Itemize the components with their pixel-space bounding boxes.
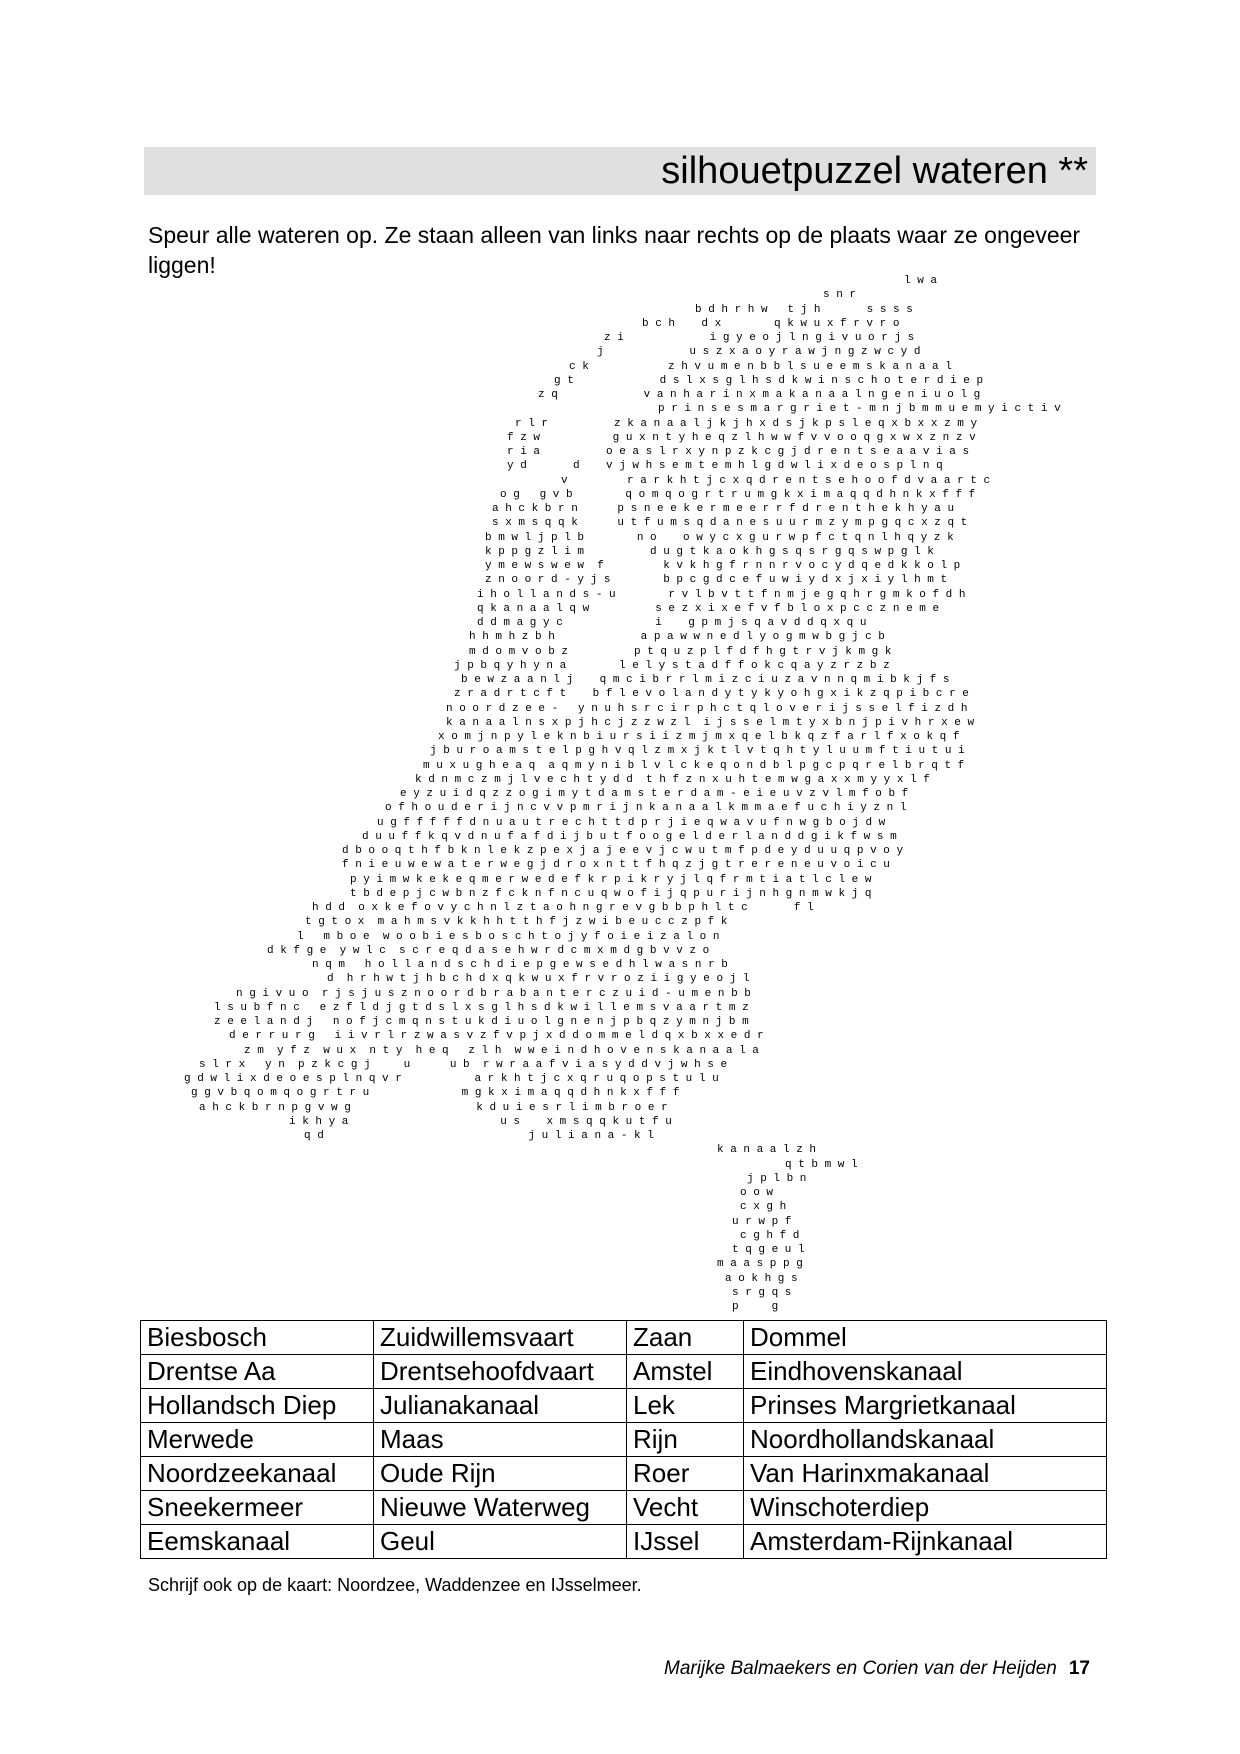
puzzle-row: g t d s l x s g l h s d k w i n s c h o t e r d i e p: [554, 374, 984, 387]
puzzle-row: j p l b n: [747, 1172, 807, 1185]
puzzle-row: v r a r k h t j c x q d r e n t s e h o o f d v a a r t c: [561, 474, 991, 487]
word-cell: Nieuwe Waterweg: [374, 1491, 627, 1525]
puzzle-row: t g t o x m a h m s v k k h h t t h f j z w i b e u c c z p f k: [305, 916, 728, 929]
word-cell: Sneekermeer: [141, 1491, 374, 1525]
word-cell: Hollandsch Diep: [141, 1389, 374, 1423]
word-cell: Amsterdam-Rijnkanaal: [744, 1525, 1107, 1559]
puzzle-row: n q m h o l l a n d s c h d i e p g e w s e d h l w a s n r b: [312, 959, 728, 971]
puzzle-row: y d d v j w h s e m t e m h l g d w l i x d e o s p l n q: [507, 460, 943, 473]
word-cell: Merwede: [141, 1423, 374, 1457]
puzzle-row: q d j u l i a n a - k l: [304, 1130, 654, 1142]
table-row: [141, 1423, 1107, 1457]
puzzle-row: b m w l j p l b n o o w y c x g u r w p f c t q n l h q y z k: [485, 531, 954, 544]
puzzle-row: d b o o q t h f b k n l e k z p e x j a j e e v j c w u t m f p d e y d u u q p v o y: [342, 845, 904, 857]
title-bar: [144, 147, 1096, 195]
puzzle-row: k d n m c z m j l v e c h t y d d t h f z n x u h t e m w g a x x m y y x l f: [415, 773, 930, 786]
puzzle-row: f n i e u w e w a t e r w e g j d r o x n t t f h q z j g t r e r e n e u v o i c u: [342, 859, 890, 872]
table-row: [141, 1491, 1107, 1525]
word-cell: Zuidwillemsvaart: [374, 1321, 627, 1355]
puzzle-row: i k h y a u s x m s q q k u t f u: [289, 1115, 672, 1128]
puzzle-row: g d w l i x d e o e s p l n q v r a r k h t j c x q r u q o p s t u l u: [184, 1073, 719, 1085]
puzzle-row: a h c k b r n p s n e e k e r m e e r r f d r e n t h e k h y a u: [492, 503, 955, 515]
puzzle-row: d e r r u r g i i v r l r z w a s v z f v p j x d d o m m e l d q x b x x e d r: [229, 1030, 764, 1043]
word-cell: Dommel: [744, 1321, 1107, 1355]
word-cell: Eemskanaal: [141, 1525, 374, 1559]
puzzle-row: u g f f f f f d n u a u t r e c h t t d p r j i e q w a v u f n w g b o j d w: [377, 816, 886, 829]
puzzle-row: s r g q s: [732, 1286, 792, 1299]
word-cell: Drentse Aa: [141, 1355, 374, 1389]
puzzle-row: z m y f z w u x n t y h e q z l h w w e i n d h o v e n s k a n a a l a: [244, 1044, 759, 1057]
puzzle-row: x o m j n p y l e k n b i u r s i i z m j m x q e l b k q z f a r l f x o k q f: [438, 731, 960, 743]
puzzle-row: n g i v u o r j s j u s z n o o r d b r a b a n t e r c z u i d - u m e n b b: [236, 987, 751, 1000]
puzzle-row: n o o r d z e e - y n u h s r c i r p h c t q l o v e r i j s s e l f i z d h: [446, 702, 968, 715]
puzzle-row: k a n a a l z h: [717, 1144, 817, 1157]
table-row: [141, 1321, 1107, 1355]
word-cell: Noordzeekanaal: [141, 1457, 374, 1491]
puzzle-row: r l r z k a n a a l j k j h x d s j k p s l e q x b x x z m y: [515, 417, 978, 430]
word-cell: IJssel: [627, 1525, 744, 1559]
puzzle-row: j u s z x a o y r a w j n g z w c y d: [597, 346, 921, 359]
puzzle-row: k p p g z l i m d u g t k a o k h g s q s r g q s w p g l k: [485, 545, 934, 558]
word-cell: Oude Rijn: [374, 1457, 627, 1491]
puzzle-row: d k f g e y w l c s c r e q d a s e h w r d c m x m d g b v v z o: [267, 944, 710, 957]
word-cell: Noordhollandskanaal: [744, 1423, 1107, 1457]
table-row: [141, 1355, 1107, 1389]
instruction-text: Speur alle wateren op. Ze staan alleen van links naar rechts op de plaats waar ze ongeveer liggen!: [148, 222, 1081, 278]
puzzle-row: q t b m w l: [785, 1158, 858, 1171]
puzzle-row: z r a d r t c f t b f l e v o l a n d y t y k y o h g x i k z q p i b c r e: [454, 688, 969, 701]
table-row: [141, 1525, 1107, 1559]
puzzle-row: o o w: [740, 1187, 774, 1199]
puzzle-row: u r w p f: [732, 1215, 792, 1228]
word-cell: Amstel: [627, 1355, 744, 1389]
word-list-table: [140, 1320, 1107, 1559]
puzzle-row: k a n a a l n s x p j h c j z z w z l i j s s e l m t y x b n j p i v h r x e w: [446, 716, 975, 729]
puzzle-row: b e w z a a n l j q m c i b r r l m i z c i u z a v n n q m i b k j f s: [461, 674, 950, 686]
puzzle-row: q k a n a a l q w s e z x i x e f v f b l o x p c c z n e m e: [477, 602, 940, 615]
puzzle-row: l s u b f n c e z f l d j g t d s l x s g l h s d k w i l l e m s v a a r t m z: [214, 1001, 749, 1014]
word-cell: Roer: [627, 1457, 744, 1491]
puzzle-row: l m b o e w o o b i e s b o s c h t o j y f o i e i z a l o n: [297, 930, 720, 943]
puzzle-row: m u x u g h e a q a q m y n i b l v l c k e q o n d b l p g c p q r e l b r q t f: [423, 759, 965, 772]
word-cell: Van Harinxmakanaal: [744, 1457, 1107, 1491]
table-row: [141, 1389, 1107, 1423]
puzzle-row: z n o o r d - y j s b p c g d c e f u w i y d x j x i y l h m t: [485, 574, 948, 587]
puzzle-row: r i a o e a s l r x y n p z k c g j d r e n t s e a a v i a s: [507, 446, 970, 458]
table-row: [141, 1457, 1107, 1491]
letter-puzzle-map: [0, 274, 1240, 1313]
word-cell: Lek: [627, 1389, 744, 1423]
word-cell: Vecht: [627, 1491, 744, 1525]
puzzle-row: e y z u i d q z z o g i m y t d a m s t e r d a m - e i e u v z v l m f o b f: [400, 788, 909, 800]
puzzle-row: d d m a g y c i g p m j s q a v d d q x q u: [477, 617, 867, 629]
puzzle-row: m d o m v o b z p t q u z p l f d f h g t r v j k m g k: [469, 645, 892, 658]
word-cell: Geul: [374, 1525, 627, 1559]
puzzle-row: s x m s q q k u t f u m s q d a n e s u u r m z y m p g q c x z q t: [492, 517, 968, 530]
puzzle-row: t q g e u l: [732, 1244, 805, 1256]
instruction-note: Schrijf ook op de kaart: Noordzee, Waddenzee en IJsselmeer.: [148, 1575, 642, 1595]
puzzle-row: z i i g y e o j l n g i v u o r j s: [604, 332, 915, 344]
puzzle-row: h h m h z b h a p a w w n e d l y o g m w b g j c b: [469, 631, 885, 644]
word-cell: Julianakanaal: [374, 1389, 627, 1423]
puzzle-row: o g g v b q o m q o g r t r u m g k x i m a q q d h n k x f f f: [500, 488, 976, 501]
puzzle-row: b d h r h w t j h s s s s: [695, 303, 913, 316]
page-footer: [664, 1658, 1090, 1680]
puzzle-row: j p b q y h y n a l e l y s t a d f f o k c q a y z r z b z: [454, 659, 890, 672]
puzzle-row: p y i m w k e k e q m e r w e d e f k r p i k r y j l q f r m t i a t l c l e w: [350, 873, 872, 886]
word-cell: Eindhovenskanaal: [744, 1355, 1107, 1389]
word-cell: Winschoterdiep: [744, 1491, 1107, 1525]
word-cell: Biesbosch: [141, 1321, 374, 1355]
puzzle-row: m a a s p p g: [717, 1258, 803, 1271]
puzzle-row: b c h d x q k w u x f r v r o: [642, 317, 900, 330]
puzzle-row: h d d o x k e f o v y c h n l z t a o h n g r e v g b b p h l t c f l: [312, 902, 814, 914]
puzzle-row: y m e w s w e w f k v k h g f r n n r v o c y d q e d k k o l p: [485, 560, 961, 572]
puzzle-row: c x g h: [740, 1201, 787, 1214]
word-cell: Zaan: [627, 1321, 744, 1355]
puzzle-row: z q v a n h a r i n x m a k a n a a l n g e n i u o l g: [538, 389, 981, 401]
puzzle-row: a o k h g s: [725, 1272, 798, 1285]
puzzle-row: i h o l l a n d s - u r v l b v t t f n m j e g q h r g m k o f d h: [477, 588, 966, 601]
word-cell: Rijn: [627, 1423, 744, 1457]
word-cell: Prinses Margrietkanaal: [744, 1389, 1107, 1423]
puzzle-row: s l r x y n p z k c g j u u b r w r a a f v i a s y d d v j w h s e: [199, 1058, 728, 1071]
puzzle-row: p g: [732, 1301, 779, 1313]
puzzle-row: z e e l a n d j n o f j c m q n s t u k d i u o l g n e n j p b q z y m n j b m: [214, 1016, 749, 1028]
puzzle-row: d h r h w t j h b c h d x q k w u x f r v r o z i i g y e o j l: [327, 973, 750, 986]
puzzle-row: g g v b q o m q o g r t r u m g k x i m a q q d h n k x f f f: [191, 1087, 680, 1100]
puzzle-row: s n r: [823, 289, 857, 302]
authors: Marijke Balmaekers en Corien van der Heijden: [664, 1658, 1057, 1679]
puzzle-row: f z w g u x n t y h e q z l h w w f v v o o q g x w x z n z v: [507, 431, 976, 444]
puzzle-row: p r i n s e s m a r g r i e t - m n j b m m u e m y i c t i v: [658, 403, 1061, 416]
puzzle-row: c g h f d: [740, 1229, 800, 1242]
page-title: silhouetpuzzel wateren **: [661, 150, 1088, 192]
puzzle-row: a h c k b r n p g v w g k d u i e s r l i m b r o e r: [199, 1101, 668, 1114]
puzzle-row: d u u f f k q v d n u f a f d i j b u t f o o g e l d e r l a n d d g i k f w s m: [362, 830, 897, 843]
puzzle-row: t b d e p j c w b n z f c k n f n c u q w o f i j q p u r i j n h g n m w k j q: [350, 887, 872, 900]
word-cell: Drentsehoofdvaart: [374, 1355, 627, 1389]
puzzle-row: l w a: [904, 275, 938, 287]
puzzle-row: o f h o u d e r i j n c v v p m r i j n k a n a a l k m m a e f u c h i y z n l: [385, 802, 907, 815]
word-cell: Maas: [374, 1423, 627, 1457]
puzzle-row: j b u r o a m s t e l p g h v q l z m x j k t l v t q h t y l u u m f t i u t u i: [430, 745, 965, 758]
page-number: 17: [1068, 1658, 1090, 1679]
puzzle-row: c k z h v u m e n b b l s u e e m s k a n a a l: [569, 360, 952, 373]
